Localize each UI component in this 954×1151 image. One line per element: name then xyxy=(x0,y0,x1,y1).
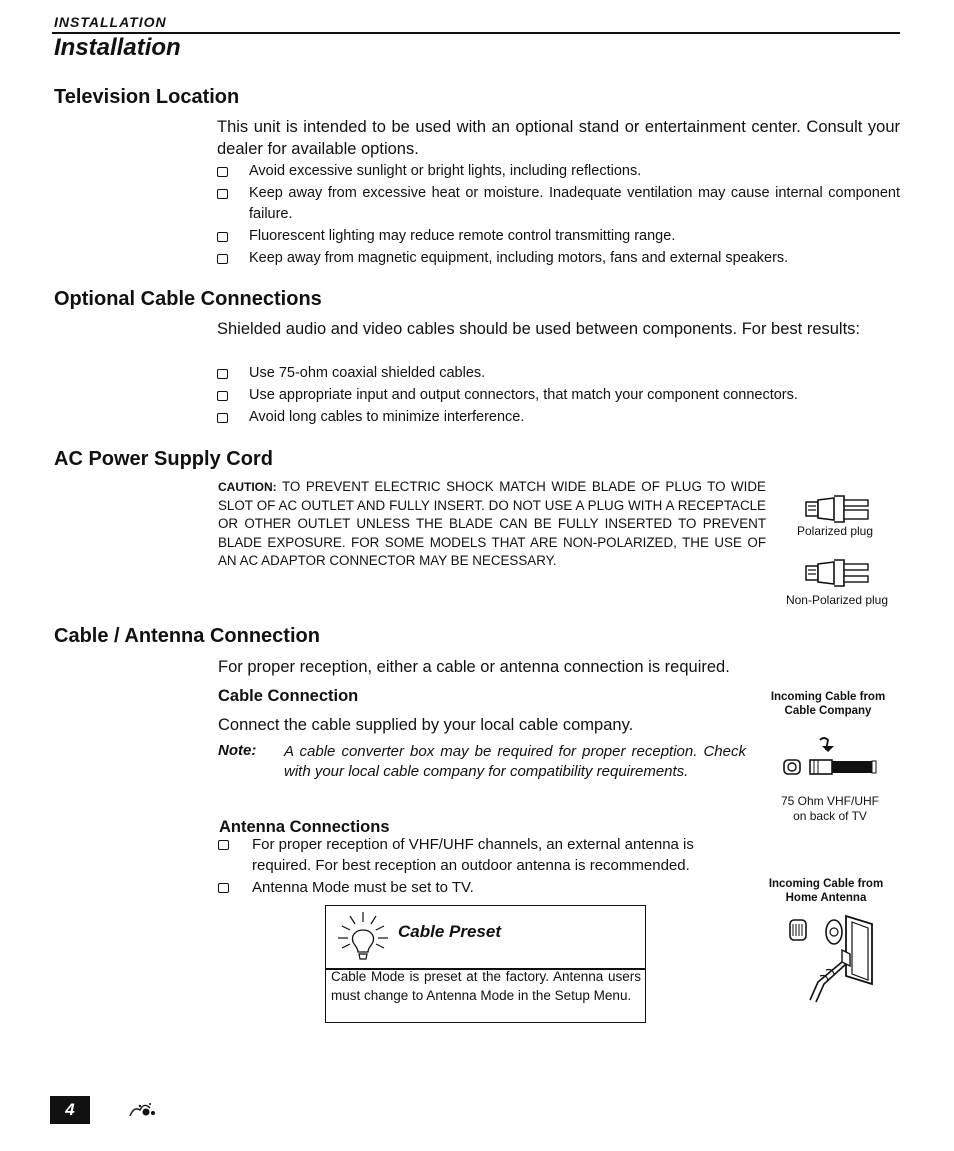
optional-cable-intro: Shielded audio and video cables should be used between components. For best results: xyxy=(217,320,861,338)
home-antenna-caption: Incoming Cable from Home Antenna xyxy=(768,878,884,904)
page-number-badge: 4 xyxy=(50,1096,90,1124)
optional-cable-list xyxy=(217,363,900,428)
list-item: Keep away from magnetic equipment, including motors, fans and external speakers. xyxy=(217,248,900,269)
list-item: Keep away from excessive heat or moisture. Inadequate ventilation may cause internal component failure. xyxy=(217,183,900,225)
note-text: A cable converter box may be required for proper reception. Check with your local cable company for compatibility requirements. xyxy=(284,743,746,780)
lightbulb-icon xyxy=(330,908,396,964)
checkbox-bullet-icon xyxy=(217,189,228,199)
list-item: Use 75-ohm coaxial shielded cables. xyxy=(217,363,900,384)
coaxial-cable-icon xyxy=(780,736,880,780)
antenna-adapter-icon xyxy=(784,910,884,1006)
checkbox-bullet-icon xyxy=(217,254,228,264)
antenna-connections-list xyxy=(218,834,748,898)
list-item: Antenna Mode must be set to TV. xyxy=(218,877,748,898)
caution-label: CAUTION: xyxy=(218,480,277,494)
decorative-mark-icon xyxy=(126,1098,162,1122)
heading-optional-cable-connections: Optional Cable Connections xyxy=(54,288,322,310)
jack-caption: 75 Ohm VHF/UHF on back of TV xyxy=(780,794,879,823)
list-item: Avoid long cables to minimize interference. xyxy=(217,407,900,428)
running-header: INSTALLATION xyxy=(54,14,167,30)
list-item: Avoid excessive sunlight or bright lights, including reflections. xyxy=(217,161,900,182)
checkbox-bullet-icon xyxy=(217,232,228,242)
heading-television-location: Television Location xyxy=(54,86,240,108)
checkbox-bullet-icon xyxy=(217,167,228,177)
non-polarized-plug-caption: Non-Polarized plug xyxy=(785,593,889,607)
cable-connection-text: Connect the cable supplied by your local cable company. xyxy=(218,716,634,734)
cable-preset-tip-box xyxy=(325,905,646,1023)
tip-title: Cable Preset xyxy=(398,922,501,941)
television-location-intro: This unit is intended to be used with an optional stand or entertainment center. Consult your dealer for available options. xyxy=(217,118,900,158)
tip-text: Cable Mode is preset at the factory. Antenna users must change to Antenna Mode in the Setup Menu. xyxy=(331,969,641,1003)
list-item: Use appropriate input and output connectors, that match your component connectors. xyxy=(217,385,900,406)
checkbox-bullet-icon xyxy=(218,840,229,850)
page-title: Installation xyxy=(54,34,181,61)
heading-cable-connection: Cable Connection xyxy=(218,687,359,705)
heading-cable-antenna-connection: Cable / Antenna Connection xyxy=(54,625,320,647)
incoming-cable-caption: Incoming Cable from Cable Company xyxy=(770,691,886,717)
polarized-plug-caption: Polarized plug xyxy=(796,524,874,538)
heading-antenna-connections: Antenna Connections xyxy=(219,818,390,836)
checkbox-bullet-icon xyxy=(217,413,228,423)
list-item: For proper reception of VHF/UHF channels, an external antenna is required. For best reception an outdoor antenna is recommended. xyxy=(218,834,748,876)
television-location-list xyxy=(217,161,900,269)
cable-antenna-intro: For proper reception, either a cable or antenna connection is required. xyxy=(218,658,730,676)
heading-ac-power-supply-cord: AC Power Supply Cord xyxy=(54,448,273,470)
caution-text: CAUTION: TO PREVENT ELECTRIC SHOCK MATCH WIDE BLADE OF PLUG TO WIDE SLOT OF AC OUTLET AND FULLY INSERT. DO NOT USE A PLUG WITH A RECEPTACLE OR OTHER OUTLET UNLESS THE BLADE CAN BE FULLY INSERTED TO PREVENT BLADE EXPOSURE. FOR SOME MODELS THAT ARE NON-POLARIZED, THE USE OF AN AC ADAPTOR CONNECTOR MAY BE NECESSARY. xyxy=(218,479,766,568)
checkbox-bullet-icon xyxy=(217,391,228,401)
note-label: Note: xyxy=(218,742,257,759)
polarized-plug-icon xyxy=(804,492,870,524)
non-polarized-plug-icon xyxy=(804,556,870,588)
checkbox-bullet-icon xyxy=(217,369,228,379)
checkbox-bullet-icon xyxy=(218,883,229,893)
list-item: Fluorescent lighting may reduce remote control transmitting range. xyxy=(217,226,900,247)
